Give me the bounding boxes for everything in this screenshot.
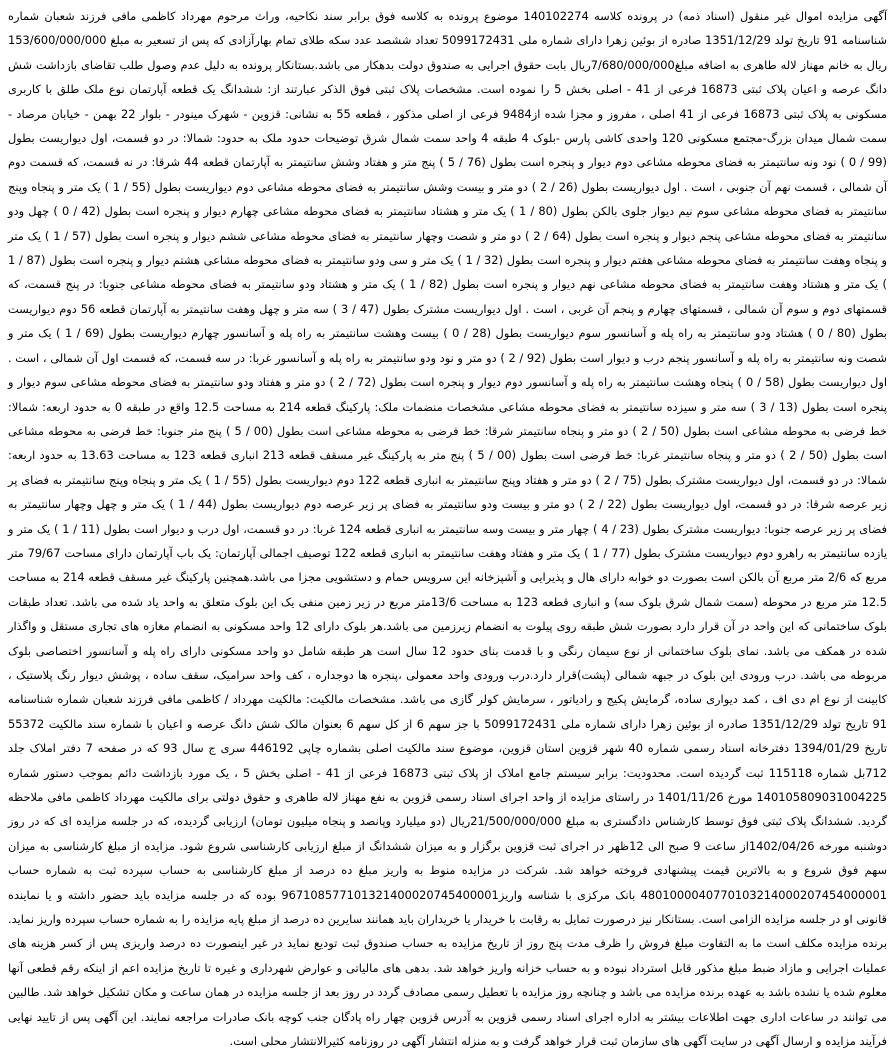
- auction-notice-text: آگهی مزایده اموال غیر منقول (اسناد ذمه) در پرونده کلاسه 140102274 موضوع پرونده به کلاسه فوق برابر سند نکاحیه، وراث مرحوم مهرداد کاظمی مافی فرزند شعبان شماره شناسنامه 91 تاریخ تولد 1351/12/29 صادره از بوئین زهرا دارای شماره ملی 5099172431 تعداد ششصد عدد سکه طلای تمام بهارآزادی که پس از تسعیر به مبلغ 153/600/000/000 ریال به خانم مهناز لاله طاهری به اضافه مبلغ7/680/000/000ریال بابت حقوق اجرایی به صندوق دولت بدهکار می باشد.بستانکار پرونده به دلیل عدم وصول طلب تقاضای بازداشت شش دانگ عرصه و اعیان پلاک ثبتی 16873 فرعی از 41 - اصلی بخش 5 را نموده است. مشخصات پلاک ثبتی فوق الذکر عبارتند از: ششدانگ یک قطعه آپارتمان نوع ملک طلق با کاربری مسکونی به پلاک ثبتی 16873 فرعی از 41 اصلی ، مفروز و مجزا شده از9484 فرعی از اصلی مذکور ، قطعه 55 به نشانی: قزوین - شهرک مینودر - بلوار 22 بهمن - خیابان مرصاد - سمت شمال میدان بزرگ-مجتمع مسکونی 120 واحدی کاشی پارس -بلوک 4 طبقه 4 واحد سمت شمال شرق توضیحات حدود ملک به حدود: شمالا: در دو قسمت، اول دیواریست بطول (99 / 0 ) نود ونه سانتیمتر به فضای محوطه مشاعی دوم دیوار و پنجره است بطول (76 / 5 ) پنج متر و هفتاد وشش سانتیمتر به آپارتمان قطعه 44 شرقا: در نه قسمت، که قسمت دوم آن شمالی ، قسمت نهم آن جنوبی ، است . اول دیواریست بطول (26 / 2 ) دو متر و بیست وشش سانتیمتر به فضای محوطه مشاعی دوم دیواریست بطول (55 / 1 ) یک متر و پنجاه وپنج سانتیمتر به فضای محوطه مشاعی سوم نیم دیوار جلوی بالکن بطول (80 / 1 ) یک متر و هشتاد سانتیمتر به فضای محوطه مشاعی چهارم دیوار و پنجره است بطول (42 / 0 ) چهل ودو سانتیمتر به فضای محوطه مشاعی پنجم دیوار و پنجره است بطول (64 / 2 ) دو متر و شصت وچهار سانتیمتر به فضای محوطه مشاعی ششم دیوار و پنجره است بطول (57 / 1 ) یک متر و پنجاه وهفت سانتیمتر به فضای محوطه مشاعی هفتم دیوار و پنجره است بطول (32 / 1 ) یک متر و سی ودو سانتیمتر به فضای محوطه مشاعی هشتم دیوار و پنجره است بطول (87 / 1 ) یک متر و هشتاد وهفت سانتیمتر به فضای محوطه مشاعی نهم دیوار و پنجره است بطول (82 / 1 ) یک متر و هشتاد ودو سانتیمتر به فضای محوطه مشاعی جنوبا: در پنج قسمت، که قسمتهای دوم و سوم آن شمالی ، قسمتهای چهارم و پنجم آن غربی ، است . اول دیواریست مشترک بطول (47 / 3 ) سه متر و چهل وهفت سانتیمتر به آپارتمان قطعه 56 دوم دیواریست بطول (80 / 0 ) هشتاد ودو سانتیمتر به راه پله و آسانسور سوم دیواریست بطول (28 / 0 ) بیست وهشت سانتیمتر به راه پله و آسانسور چهارم دیواریست بطول (69 / 1 ) یک متر و شصت ونه سانتیمتر به راه پله و آسانسور پنجم درب و دیوار است بطول (92 / 2 ) دو متر و نود ودو سانتیمتر به راه پله و آسانسور غربا: در سه قسمت، که قسمت اول آن شمالی ، است . اول دیواریست بطول (58 / 0 ) پنجاه وهشت سانتیمتر به راه پله و آسانسور دوم دیوار و پنجره است بطول (72 / 2 ) دو متر و هفتاد ودو سانتیمتر به فضای محوطه مشاعی سوم دیوار و پنجره است بطول (13 / 3 ) سه متر و سیزده سانتیمتر به فضای محوطه مشاعی مشخصات منضمات ملک: پارکینگ قطعه 214 به مساحت 12.5 واقع در طبقه 0 به حدود اربعه: شمالا: خط فرضی به محوطه مشاعی است بطول (50 / 2 ) دو متر و پنجاه سانتیمتر شرقا: خط فرضی به محوطه مشاعی است بطول (00 / 5 ) پنج متر جنوبا: خط فرضی به محوطه مشاعی است بطول (50 / 2 ) دو متر و پنجاه سانتیمتر غربا: خط فرضی است بطول (00 / 5 ) پنج متر به پارکینگ غیر مسقف قطعه 213 انباری قطعه 123 به مساحت 13.63 به حدود اربعه: شمالا: در دو قسمت، اول دیواریست مشترک بطول (75 / 2 ) دو متر و هفتاد وپنج سانتیمتر به انباری قطعه 122 دوم دیواریست بطول (55 / 1 ) یک متر و پنجاه وپنج سانتیمتر به فضای پر زیر عرصه شرقا: در دو قسمت، اول دیواریست بطول (22 / 2 ) دو متر و بیست ودو سانتیمتر به فضای پر زیر عرصه دوم دیواریست بطول (44 / 1 ) یک متر و چهل وچهار سانتیمتر به فضای پر زیر عرصه جنوبا: دیواریست مشترک بطول (23 / 4 ) چهار متر و بیست وسه سانتیمتر به انباری قطعه 124 غربا: در دو قسمت، اول درب و دیوار است بطول (11 / 1 ) یک متر و یازده سانتیمتر به راهرو دوم دیواریست مشترک بطول (77 / 1 ) یک متر و هفتاد وهفت سانتیمتر به انباری قطعه 122 توصیف اجمالی آپارتمان: یک باب آپارتمان دارای مساحت 79/67 متر مربع که 2/6 متر مربع آن بالکن است بصورت دو خوابه دارای هال و پذیرایی و آشپزخانه این سرویس حمام و دستشویی مجزا می باشد.همچنین پارکینگ غیر مسقف قطعه 214 به مساحت 12.5 متر مربع در محوطه (سمت شمال شرق بلوک سه) و انباری قطعه 123 به مساحت 13/6متر مربع در زیر زمین منفی یک این بلوک متعلق به واحد یاد شده می باشد. تعداد طبقات بلوک ساختمانی که این واحد در آن قرار دارد بصورت شش طبقه روی پیلوت به انضمام زیرزمین می باشد.هر بلوک دارای 12 واحد مسکونی به انضمام مغازه های تجاری مستقل و واگذار شده در همکف می باشد. نمای بلوک ساختمانی از نوع سیمان رنگی و با قدمت بنای حدود 12 سال است هر طبقه شامل دو واحد مسکونی دارای راه پله و آسانسور اختصاصی بلوک مربوطه می باشد. درب ورودی این بلوک در جبهه شمالی (پشت)قرار دارد.درب ورودی واحد معمولی ،پنجره ها دوجداره ، کف واحد سرامیک، سقف ساده ، پوشش دیوار رنگ پلاستیک ، کابینت از نوع ام دی اف ، کمد دیواری ساده، گرمایش پکیج و رادیاتور ، سرمایش کولر گازی می باشد. مشخصات مالکیت: مالکیت مهرداد / کاظمی مافی فرزند شعبان شماره شناسنامه 91 تاریخ تولد 1351/12/29 صادره از بوئین زهرا دارای شماره ملی 5099172431 با جز سهم 6 از کل سهم 6 بعنوان مالک شش دانگ عرصه و اعیان با شماره سند مالکیت 55372 تاریخ 1394/01/29 دفترخانه اسناد رسمی شماره 40 شهر قزوین استان قزوین، موضوع سند مالکیت اصلی بشماره چاپی 446192 سری ج سال 93 که در صفحه 7 دفتر املاک جلد 712بل شماره 115118 ثبت گردیده است. محدودیت: برابر سیستم جامع املاک از پلاک ثبتی 16873 فرعی از 41 - اصلی بخش 5 ، یک مورد بازداشت دائم بموجب دستور شماره 140105809031004225 مورخ 1401/11/26 در راستای مزایده از واحد اجرای اسناد رسمی قزوین به نفع مهناز لاله طاهری و حقوق دولتی برای مالکیت مهرداد کاظمی مافی ملاحظه گردید. ششدانگ پلاک ثبتی فوق توسط کارشناس دادگستری به مبلغ 21/500/000/000ریال (دو میلیارد وپانصد و پنجاه میلیون تومان) ارزیابی گردیده، که در جلسه مزایده ای که در روز دوشنبه مورخه 1402/04/26از ساعت 9 صبح الی 12ظهر در اجرای ثبت قزوین برگزار و به میزان ششدانگ از مبلغ ارزیابی کارشناسی شروع شود. مزایده از مبلغ کارشناسی به میزان سهم فوق شروع و به بالاترین قیمت پیشنهادی فروخته خواهد شد. شرکت در مزایده منوط به واریز مبلغ ده درصد از مبلغ کارشناسی به حساب سپرده ثبت به شماره حساب 4801000040770103214000207454000001 بانک مرکزی با شناسه واریز967108577101321400020745400001 بوده که در جلسه مزایده باید حضور داشته و یا نماینده قانونی او در جلسه مزایده الزامی است. بستانکار نیز درصورت تمایل به رقابت با خریدار یا خریداران باید همانند سایرین ده درصد از مبلغ پایه مزایده را به شماره حساب سپرده واریز نماید. برنده مزایده مکلف است ما به التفاوت مبلغ فروش را ظرف مدت پنج روز از تاریخ مزایده به حساب صندوق ثبت تودیع نماید در غیر اینصورت ده درصد واریزی پس از کسر هزینه های عملیات اجرایی و مازاد ضبط مبلغ مذکور قابل استرداد نبوده و به حساب خزانه واریز خواهد شد. بدهی های مالیاتی و عوارض شهرداری و غیره تا تاریخ مزایده اعم از اینکه رقم قطعی آنها معلوم شده یا نشده باشد به عهده برنده مزایده می باشد و چنانچه روز مزایده با تعطیل رسمی مصادف گردد در روز بعد از جلسه مزایده در همان ساعت و مکان تشکیل خواهد شد. طالبین می توانند در ساعات اداری جهت اطلاعات بیشتر به اداره اجرای اسناد رسمی قزوین به آدرس قزوین چهار راه پادگان جنب کوچه بانک صادرات مراجعه نمایند. این آگهی پس از تایید نهایی فرآیند مزایده و ارسال آگهی در سایت آگهی های سازمان ثبت قرار خواهد گرفت و به منزله انتشار آگهی در روزنامه کثیرالانتشار محلی است.: [8, 9, 888, 1049]
